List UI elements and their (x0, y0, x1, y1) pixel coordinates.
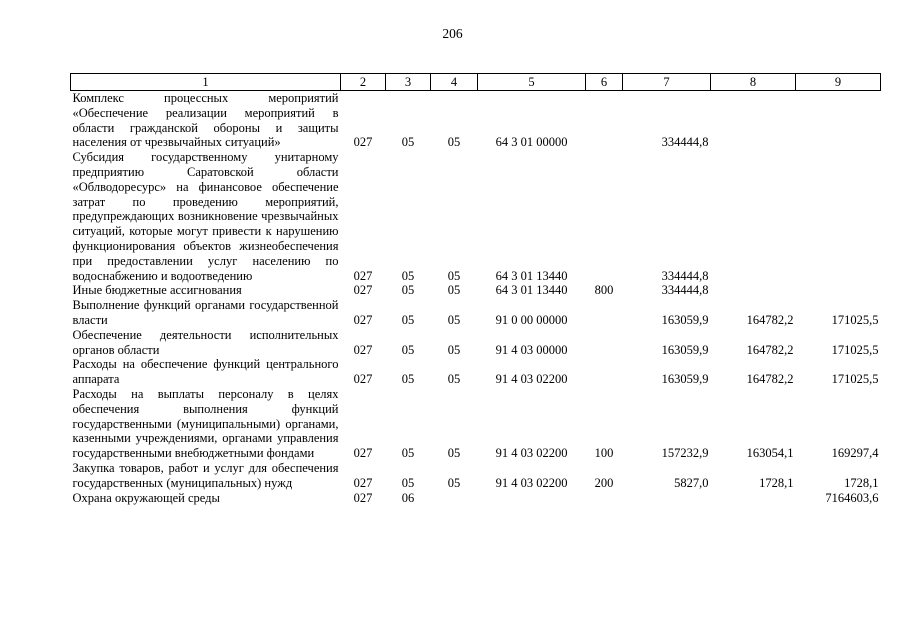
row-cell-c7: 163059,9 (661, 312, 709, 327)
row-cell-c7: 163059,9 (661, 342, 709, 357)
row-cell-c4: 05 (447, 135, 461, 150)
row-cell-c6: 800 (594, 283, 614, 298)
row-cell-c4: 05 (447, 312, 461, 327)
header-col-5: 5 (478, 74, 586, 91)
row-cell-c4: 05 (447, 342, 461, 357)
row-cell-c5: 91 0 00 00000 (495, 312, 568, 327)
row-cell-c9: 169297,4 (831, 446, 879, 461)
table-row (71, 150, 881, 283)
table-body (71, 91, 881, 506)
row-cell-c3: 05 (401, 446, 415, 461)
row-cell-c4 (431, 491, 478, 506)
header-col-4: 4 (431, 74, 478, 91)
row-cell-c2: 027 (353, 283, 373, 298)
row-cell-c3: 06 (401, 490, 415, 505)
row-cell-c2: 027 (353, 312, 373, 327)
row-cell-c4: 05 (447, 268, 461, 283)
table-header-row (71, 74, 881, 91)
table-row (71, 91, 881, 151)
row-cell-c2: 027 (353, 446, 373, 461)
row-cell-c7: 5827,0 (674, 475, 709, 490)
row-cell-c3: 05 (401, 312, 415, 327)
row-title-cell: Выполнение функций органами государственной власти (72, 298, 339, 327)
row-cell-c9: 171025,5 (831, 372, 879, 387)
row-cell-c3: 05 (401, 372, 415, 387)
row-cell-c7: 163059,9 (661, 372, 709, 387)
table-row (71, 491, 881, 506)
row-cell-c6 (586, 491, 623, 506)
row-cell-c6 (586, 328, 623, 358)
row-cell-c6 (586, 357, 623, 387)
row-cell-c2: 027 (353, 342, 373, 357)
row-cell-c6 (586, 150, 623, 283)
row-title-cell: Расходы на обеспечение функций центрального аппарата (72, 357, 339, 387)
row-cell-c5: 91 4 03 02200 (495, 372, 568, 387)
row-cell-c9 (796, 283, 881, 298)
row-cell-c3: 05 (401, 283, 415, 298)
header-col-9: 9 (796, 74, 881, 91)
row-cell-c8 (711, 150, 796, 283)
row-cell-c2: 027 (353, 475, 373, 490)
row-title-cell: Иные бюджетные ассигнования (72, 283, 242, 298)
row-cell-c5: 91 4 03 02200 (495, 446, 568, 461)
row-cell-c8: 164782,2 (746, 372, 794, 387)
row-cell-c8 (711, 91, 796, 151)
row-title-cell: Закупка товаров, работ и услуг для обеспечения государственных (муниципальных) нужд (72, 460, 339, 490)
row-cell-c2: 027 (353, 268, 373, 283)
row-cell-c7 (623, 491, 711, 506)
row-cell-c4: 05 (447, 283, 461, 298)
row-cell-c8: 164782,2 (746, 342, 794, 357)
row-cell-c7: 334444,8 (661, 283, 709, 298)
row-cell-c4: 05 (447, 446, 461, 461)
row-cell-c6: 100 (594, 446, 614, 461)
row-cell-c4: 05 (447, 372, 461, 387)
row-cell-c3: 05 (401, 135, 415, 150)
header-col-7: 7 (623, 74, 711, 91)
table-row (71, 357, 881, 387)
row-cell-c9 (796, 150, 881, 283)
row-cell-c9 (796, 91, 881, 151)
table-header (71, 74, 881, 91)
header-col-8: 8 (711, 74, 796, 91)
row-cell-c5: 91 4 03 02200 (495, 475, 568, 490)
row-cell-c2: 027 (353, 372, 373, 387)
row-cell-c7: 334444,8 (661, 268, 709, 283)
row-cell-c9: 171025,5 (831, 312, 879, 327)
row-cell-c9: 7164603,6 (825, 490, 879, 505)
row-cell-c7: 157232,9 (661, 446, 709, 461)
table-row (71, 461, 881, 491)
header-col-3: 3 (386, 74, 431, 91)
row-cell-c2: 027 (353, 135, 373, 150)
header-col-1: 1 (71, 74, 341, 91)
row-cell-c3: 05 (401, 342, 415, 357)
row-cell-c3: 05 (401, 268, 415, 283)
row-cell-c8: 163054,1 (746, 446, 794, 461)
budget-table (70, 73, 881, 505)
row-cell-c9: 171025,5 (831, 342, 879, 357)
header-col-6: 6 (586, 74, 623, 91)
row-cell-c8 (711, 283, 796, 298)
row-title-cell: Охрана окружающей среды (72, 490, 220, 505)
row-cell-c7: 334444,8 (661, 135, 709, 150)
row-cell-c4: 05 (447, 475, 461, 490)
table-row (71, 387, 881, 461)
row-title-cell: Обеспечение деятельности исполнительных органов области (72, 327, 339, 357)
row-cell-c5: 64 3 01 00000 (495, 135, 568, 150)
page-number: 206 (442, 26, 463, 41)
row-cell-c6 (586, 298, 623, 328)
table-row (71, 328, 881, 358)
row-cell-c2: 027 (353, 490, 373, 505)
table-row (71, 283, 881, 298)
row-cell-c3: 05 (401, 475, 415, 490)
row-cell-c8: 164782,2 (746, 312, 794, 327)
header-col-2: 2 (341, 74, 386, 91)
row-cell-c8 (711, 491, 796, 506)
row-title-cell: Комплекс процессных мероприятий «Обеспечение реализации мероприятий в области гражданской обороны и защиты населения от чрезвычайных ситуаций» (72, 91, 339, 150)
row-cell-c5: 91 4 03 00000 (495, 342, 568, 357)
row-cell-c5: 64 3 01 13440 (495, 283, 568, 298)
row-title-cell: Субсидия государственному унитарному предприятию Саратовской области «Облводоресурс» на финансовое обеспечение затрат по проведению мероприятий, предупреждающих возникновение чрезвычайных ситуаций, которые могут привести к нарушению функционирования объектов жизнеобеспечения при предоставлении услуг населению по водоснабжению и водоотведению (72, 150, 339, 283)
row-cell-c6 (586, 91, 623, 151)
row-cell-c8: 1728,1 (759, 475, 794, 490)
row-cell-c5 (478, 491, 586, 506)
table-row (71, 298, 881, 328)
row-cell-c6: 200 (594, 475, 614, 490)
row-cell-c5: 64 3 01 13440 (495, 268, 568, 283)
row-cell-c9: 1728,1 (844, 475, 879, 490)
row-title-cell: Расходы на выплаты персоналу в целях обеспечения выполнения функций государственными (муниципальными) органами, казенными учреждениями, органами управления государственными внебюджетными фондами (72, 386, 339, 461)
